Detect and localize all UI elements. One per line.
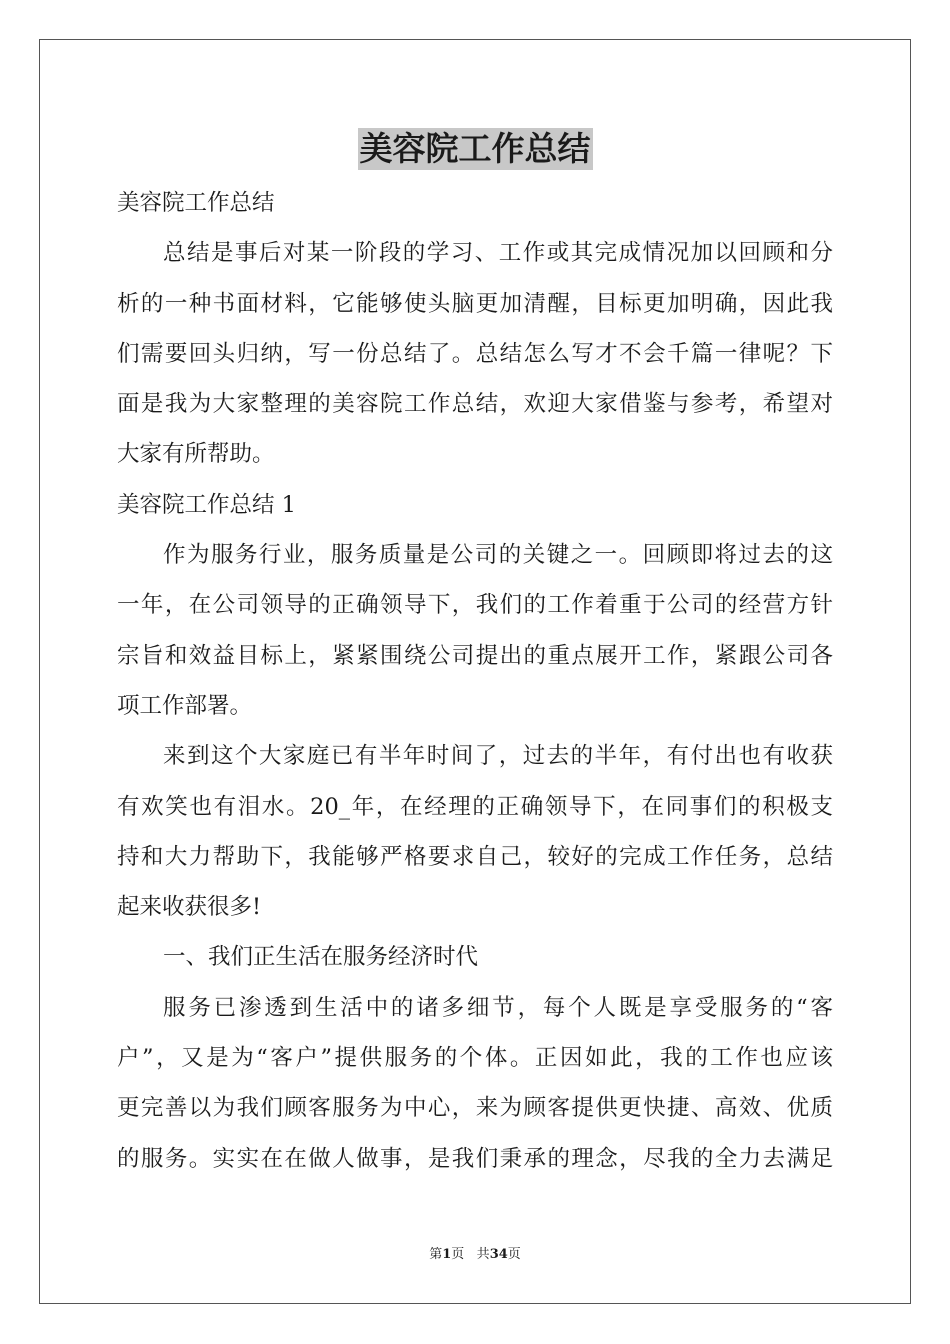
paragraph-line: 大家有所帮助。 xyxy=(117,441,275,468)
paragraph-line: 作为服务行业，服务质量是公司的关键之一。回顾即将过去的这 xyxy=(163,542,833,569)
paragraph-line: 析的一种书面材料，它能够使头脑更加清醒，目标更加明确，因此我 xyxy=(117,290,833,317)
paragraph-line: 服务已渗透到生活中的诸多细节，每个人既是享受服务的“客 xyxy=(163,994,833,1021)
paragraph-line: 有欢笑也有泪水。20_年，在经理的正确领导下，在同事们的积极支 xyxy=(117,793,833,820)
paragraph-line: 项工作部署。 xyxy=(117,692,253,719)
section-heading: 美容院工作总结 1 xyxy=(117,491,296,518)
paragraph-line: 一年，在公司领导的正确领导下，我们的工作着重于公司的经营方针 xyxy=(117,592,833,619)
paragraph-line: 的服务。实实在在做人做事，是我们秉承的理念，尽我的全力去满足 xyxy=(117,1145,833,1172)
paragraph-line: 面是我为大家整理的美容院工作总结，欢迎大家借鉴与参考，希望对 xyxy=(117,391,833,418)
paragraph-line: 起来收获很多! xyxy=(117,894,262,921)
document-body xyxy=(117,178,833,1184)
total-prefix: 共 xyxy=(476,1247,490,1262)
page-footer xyxy=(0,1246,950,1264)
subsection-heading: 一、我们正生活在服务经济时代 xyxy=(163,944,479,971)
page-number: 1 xyxy=(442,1247,452,1262)
total-pages: 34 xyxy=(489,1247,508,1262)
paragraph-line: 更完善以为我们顾客服务为中心，来为顾客提供更快捷、高效、优质 xyxy=(117,1095,833,1122)
paragraph-line: 宗旨和效益目标上，紧紧围绕公司提出的重点展开工作，紧跟公司各 xyxy=(117,642,833,669)
paragraph-line: 持和大力帮助下，我能够严格要求自己，较好的完成工作任务，总结 xyxy=(117,843,833,870)
page-suffix: 页 xyxy=(451,1247,465,1262)
paragraph-line: 户”，又是为“客户”提供服务的个体。正因如此，我的工作也应该 xyxy=(117,1045,833,1072)
total-suffix: 页 xyxy=(507,1247,521,1262)
page-prefix: 第 xyxy=(429,1247,443,1262)
document-title: 美容院工作总结 xyxy=(359,129,591,168)
paragraph-line: 总结是事后对某一阶段的学习、工作或其完成情况加以回顾和分 xyxy=(163,240,833,267)
subtitle-line: 美容院工作总结 xyxy=(117,190,275,216)
paragraph-line: 们需要回头归纳，写一份总结了。总结怎么写才不会千篇一律呢？下 xyxy=(117,340,833,367)
title-container xyxy=(0,128,950,170)
paragraph-line: 来到这个大家庭已有半年时间了，过去的半年，有付出也有收获 xyxy=(163,743,833,770)
